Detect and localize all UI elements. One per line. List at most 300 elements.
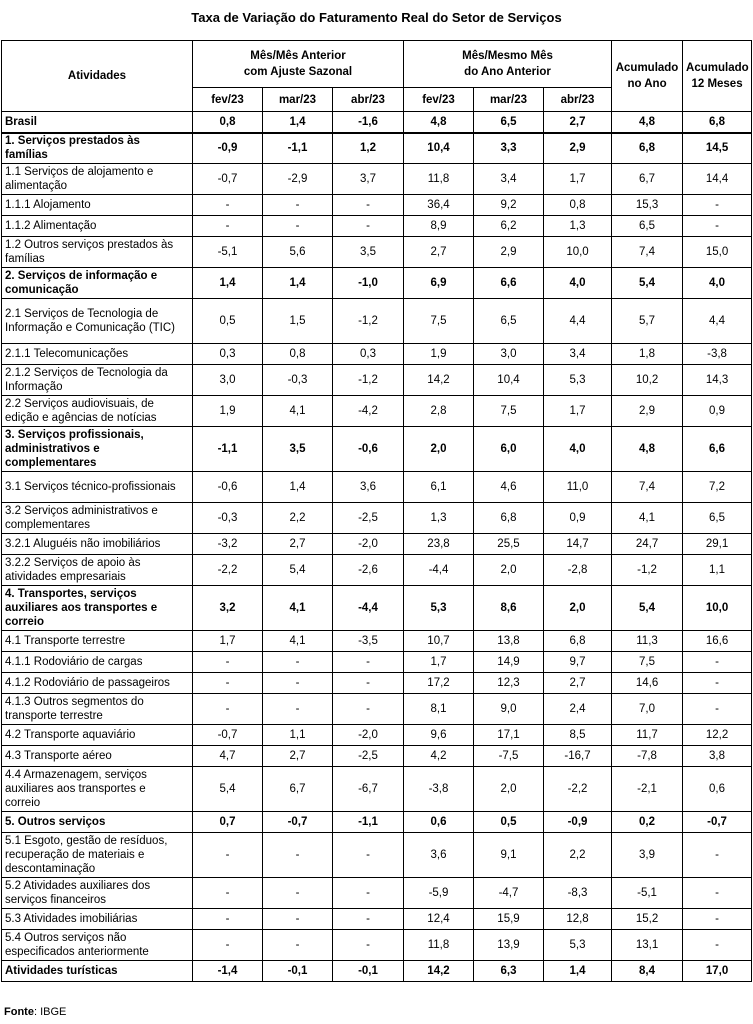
value-cell: 8,4 — [612, 961, 683, 982]
value-cell: -7,5 — [474, 746, 544, 767]
value-cell: -0,3 — [193, 503, 263, 534]
value-cell: 13,9 — [474, 930, 544, 961]
value-cell: - — [263, 909, 333, 930]
value-cell: -2,9 — [263, 164, 333, 195]
table-row — [2, 396, 752, 427]
value-cell: -2,5 — [333, 503, 404, 534]
table-row — [2, 344, 752, 365]
value-cell: 5,3 — [544, 930, 612, 961]
row-label: 2. Serviços de informação e comunicação — [2, 268, 193, 299]
value-cell: - — [263, 195, 333, 216]
value-cell: 3,0 — [474, 344, 544, 365]
value-cell: 4,8 — [404, 112, 474, 133]
value-cell: 0,6 — [683, 767, 752, 812]
value-cell: 12,2 — [683, 725, 752, 746]
header-accumulated-12-months: Acumulado 12 Meses — [683, 41, 752, 112]
row-label: 4.1.2 Rodoviário de passageiros — [2, 673, 193, 694]
value-cell: 0,3 — [333, 344, 404, 365]
value-cell: 7,5 — [612, 652, 683, 673]
value-cell: 6,8 — [544, 631, 612, 652]
value-cell: -2,0 — [333, 534, 404, 555]
source-note — [4, 1006, 66, 1018]
value-cell: 4,0 — [544, 427, 612, 472]
value-cell: 5,3 — [544, 365, 612, 396]
table-row — [2, 652, 752, 673]
value-cell: 4,7 — [193, 746, 263, 767]
table-row — [2, 631, 752, 652]
value-cell: 3,6 — [404, 833, 474, 878]
value-cell: 7,0 — [612, 694, 683, 725]
value-cell: 1,3 — [404, 503, 474, 534]
value-cell: - — [333, 878, 404, 909]
value-cell: 2,7 — [263, 746, 333, 767]
value-cell: 16,6 — [683, 631, 752, 652]
table-row — [2, 237, 752, 268]
value-cell: 3,0 — [193, 365, 263, 396]
value-cell: 10,4 — [474, 365, 544, 396]
value-cell: -1,2 — [333, 365, 404, 396]
value-cell: -4,4 — [333, 586, 404, 631]
value-cell: 4,0 — [544, 268, 612, 299]
value-cell: 6,9 — [404, 268, 474, 299]
value-cell: -1,4 — [193, 961, 263, 982]
row-label: 4.1.3 Outros segmentos do transporte terrestre — [2, 694, 193, 725]
value-cell: - — [683, 673, 752, 694]
value-cell: -2,2 — [193, 555, 263, 586]
value-cell: 10,4 — [404, 133, 474, 164]
row-label: 5.3 Atividades imobiliárias — [2, 909, 193, 930]
value-cell: 14,7 — [544, 534, 612, 555]
value-cell: 6,8 — [474, 503, 544, 534]
row-label: 4.2 Transporte aquaviário — [2, 725, 193, 746]
row-label: 3.2.1 Aluguéis não imobiliários — [2, 534, 193, 555]
value-cell: - — [333, 673, 404, 694]
value-cell: 0,2 — [612, 812, 683, 833]
value-cell: - — [193, 673, 263, 694]
table-row — [2, 961, 752, 982]
value-cell: 3,2 — [193, 586, 263, 631]
value-cell: - — [683, 216, 752, 237]
value-cell: - — [683, 652, 752, 673]
value-cell: 25,5 — [474, 534, 544, 555]
row-label: 5.1 Esgoto, gestão de resíduos, recuperação de materiais e descontaminação — [2, 833, 193, 878]
table-row — [2, 833, 752, 878]
value-cell: -5,9 — [404, 878, 474, 909]
value-cell: - — [683, 930, 752, 961]
row-label: Atividades turísticas — [2, 961, 193, 982]
header-month: fev/23 — [193, 88, 263, 112]
value-cell: 9,2 — [474, 195, 544, 216]
value-cell: 1,8 — [612, 344, 683, 365]
value-cell: 3,6 — [333, 472, 404, 503]
value-cell: 29,1 — [683, 534, 752, 555]
value-cell: 7,5 — [404, 299, 474, 344]
value-cell: 2,7 — [544, 673, 612, 694]
value-cell: - — [683, 878, 752, 909]
value-cell: 11,7 — [612, 725, 683, 746]
value-cell: - — [193, 216, 263, 237]
row-label: 2.2 Serviços audiovisuais, de edição e agências de notícias — [2, 396, 193, 427]
row-label: 1.2 Outros serviços prestados às famílias — [2, 237, 193, 268]
value-cell: 1,3 — [544, 216, 612, 237]
value-cell: 6,6 — [683, 427, 752, 472]
table-row — [2, 365, 752, 396]
value-cell: - — [333, 195, 404, 216]
value-cell: 11,3 — [612, 631, 683, 652]
value-cell: -0,7 — [263, 812, 333, 833]
value-cell: -4,2 — [333, 396, 404, 427]
value-cell: 6,3 — [474, 961, 544, 982]
header-month: abr/23 — [333, 88, 404, 112]
row-label: 4.4 Armazenagem, serviços auxiliares aos transportes e correio — [2, 767, 193, 812]
row-label: 2.1.2 Serviços de Tecnologia da Informação — [2, 365, 193, 396]
value-cell: 3,8 — [683, 746, 752, 767]
value-cell: - — [263, 652, 333, 673]
value-cell: 9,7 — [544, 652, 612, 673]
value-cell: 0,9 — [544, 503, 612, 534]
value-cell: 5,4 — [612, 586, 683, 631]
value-cell: -1,2 — [333, 299, 404, 344]
value-cell: 2,9 — [474, 237, 544, 268]
value-cell: 17,0 — [683, 961, 752, 982]
value-cell: 6,2 — [474, 216, 544, 237]
value-cell: 6,0 — [474, 427, 544, 472]
value-cell: 7,4 — [612, 237, 683, 268]
value-cell: 14,9 — [474, 652, 544, 673]
value-cell: - — [683, 694, 752, 725]
table-row — [2, 767, 752, 812]
row-label: 1.1.2 Alimentação — [2, 216, 193, 237]
value-cell: 1,2 — [333, 133, 404, 164]
value-cell: 2,0 — [544, 586, 612, 631]
value-cell: 0,6 — [404, 812, 474, 833]
value-cell: -6,7 — [333, 767, 404, 812]
table-row — [2, 216, 752, 237]
row-label: 5. Outros serviços — [2, 812, 193, 833]
value-cell: 14,3 — [683, 365, 752, 396]
value-cell: 11,8 — [404, 164, 474, 195]
value-cell: -3,8 — [683, 344, 752, 365]
value-cell: 2,7 — [544, 112, 612, 133]
value-cell: - — [263, 694, 333, 725]
table-row — [2, 268, 752, 299]
value-cell: 23,8 — [404, 534, 474, 555]
value-cell: -3,5 — [333, 631, 404, 652]
value-cell: 7,4 — [612, 472, 683, 503]
value-cell: 9,6 — [404, 725, 474, 746]
value-cell: 0,9 — [683, 396, 752, 427]
table-row — [2, 586, 752, 631]
value-cell: -2,5 — [333, 746, 404, 767]
value-cell: 2,0 — [474, 767, 544, 812]
value-cell: 4,6 — [474, 472, 544, 503]
value-cell: 1,4 — [263, 112, 333, 133]
value-cell: 12,4 — [404, 909, 474, 930]
value-cell: 2,9 — [544, 133, 612, 164]
value-cell: 17,1 — [474, 725, 544, 746]
value-cell: 4,1 — [612, 503, 683, 534]
header-group-month-over-month: Mês/Mês Anterior com Ajuste Sazonal — [193, 41, 404, 88]
value-cell: 4,4 — [683, 299, 752, 344]
table-row — [2, 673, 752, 694]
value-cell: 0,7 — [193, 812, 263, 833]
value-cell: 1,4 — [263, 472, 333, 503]
value-cell: 0,5 — [193, 299, 263, 344]
value-cell: - — [333, 694, 404, 725]
value-cell: 1,7 — [544, 164, 612, 195]
value-cell: 8,5 — [544, 725, 612, 746]
value-cell: - — [193, 652, 263, 673]
value-cell: -3,8 — [404, 767, 474, 812]
value-cell: -0,9 — [193, 133, 263, 164]
row-label: 4.1.1 Rodoviário de cargas — [2, 652, 193, 673]
source-label: Fonte — [4, 1006, 34, 1018]
value-cell: 6,6 — [474, 268, 544, 299]
table-row — [2, 534, 752, 555]
value-cell: 5,7 — [612, 299, 683, 344]
value-cell: 7,5 — [474, 396, 544, 427]
value-cell: -1,1 — [193, 427, 263, 472]
value-cell: 4,1 — [263, 631, 333, 652]
value-cell: 3,4 — [474, 164, 544, 195]
row-label: 1.1.1 Alojamento — [2, 195, 193, 216]
value-cell: 11,8 — [404, 930, 474, 961]
row-label: 4.1 Transporte terrestre — [2, 631, 193, 652]
value-cell: -0,7 — [193, 164, 263, 195]
header-month: mar/23 — [263, 88, 333, 112]
row-label: 4. Transportes, serviços auxiliares aos transportes e correio — [2, 586, 193, 631]
value-cell: 2,7 — [404, 237, 474, 268]
value-cell: 6,1 — [404, 472, 474, 503]
value-cell: 14,6 — [612, 673, 683, 694]
value-cell: - — [683, 195, 752, 216]
value-cell: 15,3 — [612, 195, 683, 216]
table-row — [2, 195, 752, 216]
value-cell: 5,4 — [263, 555, 333, 586]
table-row — [2, 427, 752, 472]
row-label: Brasil — [2, 112, 193, 133]
value-cell: 6,8 — [683, 112, 752, 133]
header-month: abr/23 — [544, 88, 612, 112]
value-cell: -0,6 — [193, 472, 263, 503]
value-cell: - — [683, 909, 752, 930]
value-cell: 0,3 — [193, 344, 263, 365]
table-row — [2, 472, 752, 503]
value-cell: - — [193, 833, 263, 878]
value-cell: 24,7 — [612, 534, 683, 555]
value-cell: 15,0 — [683, 237, 752, 268]
value-cell: -0,9 — [544, 812, 612, 833]
table-row — [2, 503, 752, 534]
value-cell: -0,1 — [333, 961, 404, 982]
table-row — [2, 878, 752, 909]
value-cell: -2,6 — [333, 555, 404, 586]
table-row — [2, 909, 752, 930]
value-cell: - — [333, 652, 404, 673]
table-row — [2, 812, 752, 833]
value-cell: -0,1 — [263, 961, 333, 982]
header-activities: Atividades — [2, 41, 193, 112]
value-cell: 0,8 — [193, 112, 263, 133]
value-cell: 2,0 — [404, 427, 474, 472]
header-accumulated-year: Acumulado no Ano — [612, 41, 683, 112]
value-cell: 6,5 — [474, 112, 544, 133]
row-label: 3. Serviços profissionais, administrativos e complementares — [2, 427, 193, 472]
value-cell: 0,8 — [263, 344, 333, 365]
value-cell: 15,9 — [474, 909, 544, 930]
value-cell: - — [263, 930, 333, 961]
value-cell: 3,4 — [544, 344, 612, 365]
value-cell: - — [333, 216, 404, 237]
value-cell: 1,4 — [544, 961, 612, 982]
value-cell: 1,5 — [263, 299, 333, 344]
value-cell: -0,7 — [193, 725, 263, 746]
value-cell: 14,4 — [683, 164, 752, 195]
row-label: 5.4 Outros serviços não especificados anteriormente — [2, 930, 193, 961]
row-label: 1.1 Serviços de alojamento e alimentação — [2, 164, 193, 195]
value-cell: 4,8 — [612, 112, 683, 133]
value-cell: -16,7 — [544, 746, 612, 767]
row-label: 4.3 Transporte aéreo — [2, 746, 193, 767]
value-cell: 6,5 — [474, 299, 544, 344]
value-cell: - — [263, 216, 333, 237]
value-cell: 4,2 — [404, 746, 474, 767]
value-cell: -4,7 — [474, 878, 544, 909]
value-cell: 36,4 — [404, 195, 474, 216]
value-cell: 1,4 — [263, 268, 333, 299]
table-row — [2, 164, 752, 195]
value-cell: - — [193, 878, 263, 909]
value-cell: 6,5 — [612, 216, 683, 237]
value-cell: -7,8 — [612, 746, 683, 767]
value-cell: -8,3 — [544, 878, 612, 909]
value-cell: 5,6 — [263, 237, 333, 268]
value-cell: -1,6 — [333, 112, 404, 133]
value-cell: -0,3 — [263, 365, 333, 396]
value-cell: 2,8 — [404, 396, 474, 427]
value-cell: -0,6 — [333, 427, 404, 472]
value-cell: 1,1 — [263, 725, 333, 746]
table-row — [2, 299, 752, 344]
value-cell: -5,1 — [612, 878, 683, 909]
value-cell: 5,3 — [404, 586, 474, 631]
row-label: 2.1.1 Telecomunicações — [2, 344, 193, 365]
value-cell: - — [683, 833, 752, 878]
table-title: Taxa de Variação do Faturamento Real do Setor de Serviços — [191, 10, 562, 25]
value-cell: 2,4 — [544, 694, 612, 725]
table-row — [2, 133, 752, 164]
value-cell: 9,0 — [474, 694, 544, 725]
value-cell: 14,2 — [404, 961, 474, 982]
table-row — [2, 555, 752, 586]
value-cell: 4,1 — [263, 396, 333, 427]
value-cell: -1,0 — [333, 268, 404, 299]
value-cell: 4,1 — [263, 586, 333, 631]
source-text: : IBGE — [33, 1006, 67, 1018]
table-row — [2, 112, 752, 133]
value-cell: -2,0 — [333, 725, 404, 746]
value-cell: 6,7 — [263, 767, 333, 812]
value-cell: 8,1 — [404, 694, 474, 725]
value-cell: -2,2 — [544, 767, 612, 812]
value-cell: 15,2 — [612, 909, 683, 930]
value-cell: 5,4 — [193, 767, 263, 812]
value-cell: 1,9 — [404, 344, 474, 365]
value-cell: - — [263, 878, 333, 909]
value-cell: -0,7 — [683, 812, 752, 833]
services-revenue-table — [1, 40, 752, 982]
value-cell: 1,1 — [683, 555, 752, 586]
value-cell: -2,1 — [612, 767, 683, 812]
value-cell: - — [333, 833, 404, 878]
value-cell: 4,8 — [612, 427, 683, 472]
value-cell: - — [333, 930, 404, 961]
value-cell: 8,6 — [474, 586, 544, 631]
value-cell: 2,0 — [474, 555, 544, 586]
value-cell: 3,7 — [333, 164, 404, 195]
value-cell: - — [193, 909, 263, 930]
value-cell: -2,8 — [544, 555, 612, 586]
value-cell: 2,2 — [263, 503, 333, 534]
value-cell: 14,2 — [404, 365, 474, 396]
value-cell: 9,1 — [474, 833, 544, 878]
value-cell: 6,5 — [683, 503, 752, 534]
value-cell: 3,5 — [333, 237, 404, 268]
value-cell: 13,8 — [474, 631, 544, 652]
value-cell: -1,2 — [612, 555, 683, 586]
row-label: 3.2 Serviços administrativos e complementares — [2, 503, 193, 534]
value-cell: - — [193, 195, 263, 216]
header-month: mar/23 — [474, 88, 544, 112]
value-cell: -1,1 — [333, 812, 404, 833]
table-row — [2, 930, 752, 961]
value-cell: -1,1 — [263, 133, 333, 164]
value-cell: 3,5 — [263, 427, 333, 472]
row-label: 2.1 Serviços de Tecnologia de Informação e Comunicação (TIC) — [2, 299, 193, 344]
value-cell: 4,0 — [683, 268, 752, 299]
row-label: 3.1 Serviços técnico-profissionais — [2, 472, 193, 503]
value-cell: 1,9 — [193, 396, 263, 427]
value-cell: 1,7 — [404, 652, 474, 673]
value-cell: 3,3 — [474, 133, 544, 164]
value-cell: - — [263, 833, 333, 878]
value-cell: - — [263, 673, 333, 694]
value-cell: 1,4 — [193, 268, 263, 299]
value-cell: 12,8 — [544, 909, 612, 930]
value-cell: -3,2 — [193, 534, 263, 555]
value-cell: - — [193, 694, 263, 725]
value-cell: 2,7 — [263, 534, 333, 555]
table-row — [2, 746, 752, 767]
value-cell: 5,4 — [612, 268, 683, 299]
value-cell: 11,0 — [544, 472, 612, 503]
value-cell: 10,0 — [544, 237, 612, 268]
value-cell: 12,3 — [474, 673, 544, 694]
value-cell: 2,2 — [544, 833, 612, 878]
value-cell: 10,2 — [612, 365, 683, 396]
value-cell: 1,7 — [544, 396, 612, 427]
value-cell: 0,5 — [474, 812, 544, 833]
value-cell: 6,8 — [612, 133, 683, 164]
value-cell: 13,1 — [612, 930, 683, 961]
header-group-year-over-year: Mês/Mesmo Mês do Ano Anterior — [404, 41, 612, 88]
value-cell: - — [193, 930, 263, 961]
value-cell: 6,7 — [612, 164, 683, 195]
value-cell: -5,1 — [193, 237, 263, 268]
row-label: 5.2 Atividades auxiliares dos serviços financeiros — [2, 878, 193, 909]
value-cell: 8,9 — [404, 216, 474, 237]
value-cell: 4,4 — [544, 299, 612, 344]
